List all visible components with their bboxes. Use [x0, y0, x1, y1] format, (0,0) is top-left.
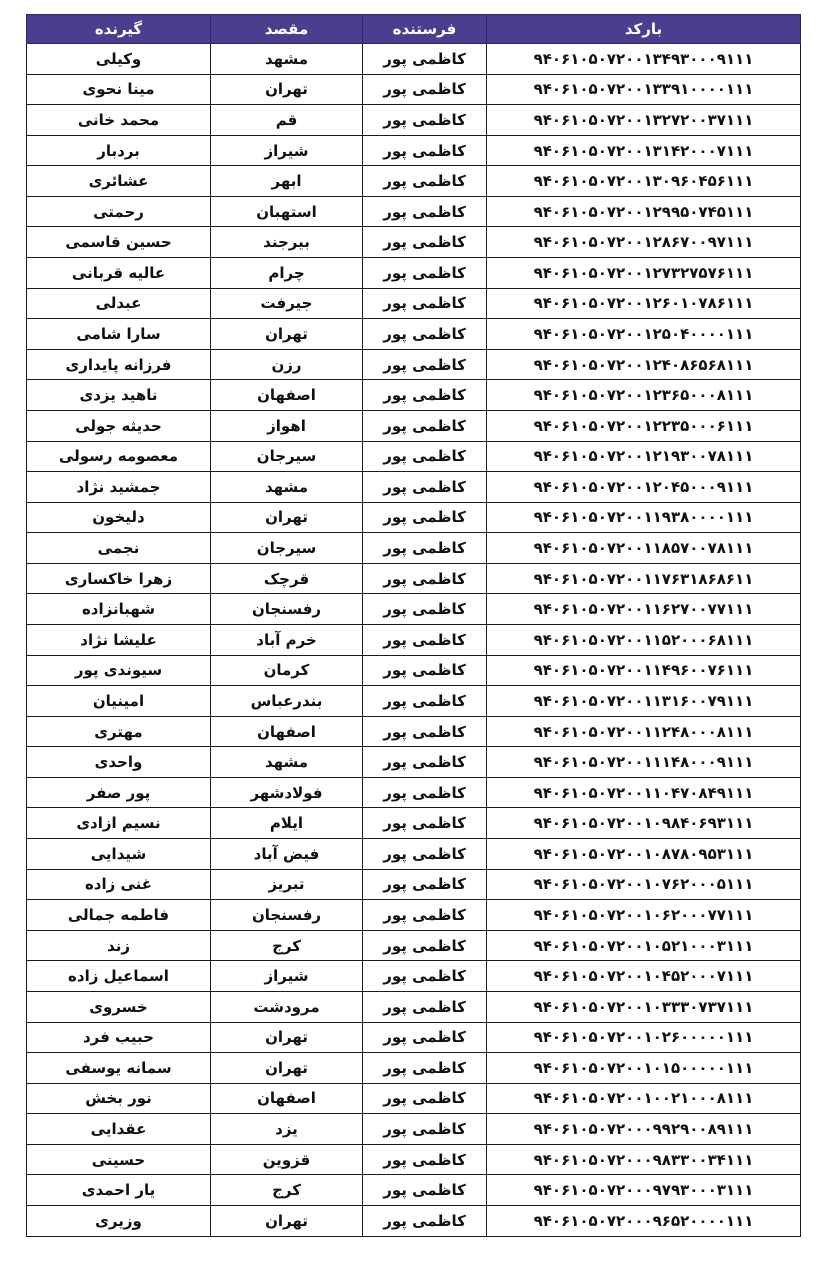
barcode-cell: ۹۴۰۶۱۰۵۰۷۲۰۰۱۲۳۶۵۰۰۰۸۱۱۱ [487, 380, 801, 411]
table-row [27, 258, 801, 289]
destination-cell: رفسنجان [211, 594, 363, 625]
barcode-cell: ۹۴۰۶۱۰۵۰۷۲۰۰۱۱۶۲۷۰۰۷۷۱۱۱ [487, 594, 801, 625]
destination-cell: اصفهان [211, 716, 363, 747]
barcode-cell: ۹۴۰۶۱۰۵۰۷۲۰۰۱۰۹۸۴۰۶۹۳۱۱۱ [487, 808, 801, 839]
recipient-cell: حدیثه جولی [27, 410, 211, 441]
sender-cell: کاظمی پور [363, 1144, 487, 1175]
barcode-cell: ۹۴۰۶۱۰۵۰۷۲۰۰۱۰۸۷۸۰۹۵۳۱۱۱ [487, 839, 801, 870]
destination-cell: تهران [211, 1205, 363, 1236]
destination-cell: اصفهان [211, 1083, 363, 1114]
barcode-cell: ۹۴۰۶۱۰۵۰۷۲۰۰۱۳۴۹۳۰۰۰۹۱۱۱ [487, 44, 801, 75]
table-header-row [27, 15, 801, 44]
recipient-cell: ناهید یزدی [27, 380, 211, 411]
recipient-cell: معصومه رسولی [27, 441, 211, 472]
sender-cell: کاظمی پور [363, 624, 487, 655]
recipient-cell: جمشید نژاد [27, 472, 211, 503]
destination-cell: خرم آباد [211, 624, 363, 655]
barcode-cell: ۹۴۰۶۱۰۵۰۷۲۰۰۱۲۴۰۸۶۵۶۸۱۱۱ [487, 349, 801, 380]
barcode-cell: ۹۴۰۶۱۰۵۰۷۲۰۰۱۰۵۲۱۰۰۰۳۱۱۱ [487, 930, 801, 961]
destination-cell: استهبان [211, 196, 363, 227]
recipient-cell: مهتری [27, 716, 211, 747]
table-row [27, 1114, 801, 1145]
barcode-cell: ۹۴۰۶۱۰۵۰۷۲۰۰۰۹۸۳۳۰۰۳۴۱۱۱ [487, 1144, 801, 1175]
barcode-cell: ۹۴۰۶۱۰۵۰۷۲۰۰۱۱۹۳۸۰۰۰۰۱۱۱ [487, 502, 801, 533]
barcode-cell: ۹۴۰۶۱۰۵۰۷۲۰۰۰۹۶۵۲۰۰۰۰۱۱۱ [487, 1205, 801, 1236]
recipient-cell: علیشا نژاد [27, 624, 211, 655]
recipient-cell: نسیم ازادی [27, 808, 211, 839]
table-row [27, 349, 801, 380]
barcode-cell: ۹۴۰۶۱۰۵۰۷۲۰۰۱۳۲۷۲۰۰۳۷۱۱۱ [487, 105, 801, 136]
barcode-cell: ۹۴۰۶۱۰۵۰۷۲۰۰۱۳۰۹۶۰۴۵۶۱۱۱ [487, 166, 801, 197]
barcode-cell: ۹۴۰۶۱۰۵۰۷۲۰۰۱۲۷۳۲۷۵۷۶۱۱۱ [487, 258, 801, 289]
table-row [27, 288, 801, 319]
table-row [27, 319, 801, 350]
barcode-cell: ۹۴۰۶۱۰۵۰۷۲۰۰۱۲۲۳۵۰۰۰۶۱۱۱ [487, 410, 801, 441]
barcode-cell: ۹۴۰۶۱۰۵۰۷۲۰۰۱۱۵۲۰۰۰۶۸۱۱۱ [487, 624, 801, 655]
barcode-cell: ۹۴۰۶۱۰۵۰۷۲۰۰۱۲۸۶۷۰۰۹۷۱۱۱ [487, 227, 801, 258]
sender-cell: کاظمی پور [363, 166, 487, 197]
sender-cell: کاظمی پور [363, 410, 487, 441]
table-row [27, 655, 801, 686]
sender-cell: کاظمی پور [363, 135, 487, 166]
sender-cell: کاظمی پور [363, 105, 487, 136]
sender-cell: کاظمی پور [363, 1114, 487, 1145]
destination-cell: بندرعباس [211, 686, 363, 717]
table-row [27, 441, 801, 472]
table-row [27, 380, 801, 411]
destination-cell: تهران [211, 502, 363, 533]
recipient-cell: یار احمدی [27, 1175, 211, 1206]
recipient-cell: عالیه قربانی [27, 258, 211, 289]
barcode-cell: ۹۴۰۶۱۰۵۰۷۲۰۰۱۰۰۲۱۰۰۰۸۱۱۱ [487, 1083, 801, 1114]
table-row [27, 1144, 801, 1175]
table-row [27, 410, 801, 441]
table-row [27, 1053, 801, 1084]
table-row [27, 1205, 801, 1236]
recipient-cell: حسین قاسمی [27, 227, 211, 258]
sender-cell: کاظمی پور [363, 594, 487, 625]
recipient-cell: شیدایی [27, 839, 211, 870]
destination-cell: بیرجند [211, 227, 363, 258]
sender-cell: کاظمی پور [363, 747, 487, 778]
destination-cell: رزن [211, 349, 363, 380]
recipient-cell: حسینی [27, 1144, 211, 1175]
header-barcode: بارکد [487, 15, 801, 44]
destination-cell: اصفهان [211, 380, 363, 411]
destination-cell: رفسنجان [211, 900, 363, 931]
recipient-cell: غنی زاده [27, 869, 211, 900]
table-row [27, 900, 801, 931]
destination-cell: سیرجان [211, 441, 363, 472]
recipient-cell: خسروی [27, 991, 211, 1022]
destination-cell: کرمان [211, 655, 363, 686]
barcode-cell: ۹۴۰۶۱۰۵۰۷۲۰۰۰۹۹۲۹۰۰۸۹۱۱۱ [487, 1114, 801, 1145]
destination-cell: فولادشهر [211, 777, 363, 808]
sender-cell: کاظمی پور [363, 258, 487, 289]
table-row [27, 44, 801, 75]
barcode-cell: ۹۴۰۶۱۰۵۰۷۲۰۰۱۱۷۶۳۱۸۶۸۶۱۱ [487, 563, 801, 594]
sender-cell: کاظمی پور [363, 716, 487, 747]
header-recipient: گیرنده [27, 15, 211, 44]
sender-cell: کاظمی پور [363, 961, 487, 992]
barcode-cell: ۹۴۰۶۱۰۵۰۷۲۰۰۱۱۴۹۶۰۰۷۶۱۱۱ [487, 655, 801, 686]
table-row [27, 686, 801, 717]
sender-cell: کاظمی پور [363, 686, 487, 717]
table-row [27, 1175, 801, 1206]
recipient-cell: فاطمه جمالی [27, 900, 211, 931]
table-row [27, 716, 801, 747]
recipient-cell: زند [27, 930, 211, 961]
barcode-cell: ۹۴۰۶۱۰۵۰۷۲۰۰۰۹۷۹۳۰۰۰۳۱۱۱ [487, 1175, 801, 1206]
recipient-cell: عبدلی [27, 288, 211, 319]
destination-cell: ابهر [211, 166, 363, 197]
table-row [27, 533, 801, 564]
barcode-cell: ۹۴۰۶۱۰۵۰۷۲۰۰۱۲۱۹۳۰۰۷۸۱۱۱ [487, 441, 801, 472]
table-row [27, 472, 801, 503]
sender-cell: کاظمی پور [363, 196, 487, 227]
destination-cell: قزوین [211, 1144, 363, 1175]
sender-cell: کاظمی پور [363, 869, 487, 900]
barcode-cell: ۹۴۰۶۱۰۵۰۷۲۰۰۱۲۹۹۵۰۷۴۵۱۱۱ [487, 196, 801, 227]
recipient-cell: زهرا خاکساری [27, 563, 211, 594]
sender-cell: کاظمی پور [363, 349, 487, 380]
recipient-cell: سارا شامی [27, 319, 211, 350]
table-row [27, 1022, 801, 1053]
sender-cell: کاظمی پور [363, 44, 487, 75]
barcode-cell: ۹۴۰۶۱۰۵۰۷۲۰۰۱۳۳۹۱۰۰۰۰۱۱۱ [487, 74, 801, 105]
destination-cell: شیراز [211, 961, 363, 992]
recipient-cell: عقدایی [27, 1114, 211, 1145]
header-destination: مقصد [211, 15, 363, 44]
destination-cell: تهران [211, 319, 363, 350]
table-row [27, 624, 801, 655]
recipient-cell: امینیان [27, 686, 211, 717]
recipient-cell: نور بخش [27, 1083, 211, 1114]
sender-cell: کاظمی پور [363, 319, 487, 350]
destination-cell: تبریز [211, 869, 363, 900]
table-row [27, 166, 801, 197]
destination-cell: کرج [211, 930, 363, 961]
destination-cell: تهران [211, 74, 363, 105]
table-row [27, 777, 801, 808]
shipment-sheet [26, 14, 800, 1237]
table-row [27, 1083, 801, 1114]
table-row [27, 105, 801, 136]
table-body [27, 44, 801, 1237]
barcode-cell: ۹۴۰۶۱۰۵۰۷۲۰۰۱۱۰۴۷۰۸۴۹۱۱۱ [487, 777, 801, 808]
barcode-cell: ۹۴۰۶۱۰۵۰۷۲۰۰۱۱۸۵۷۰۰۷۸۱۱۱ [487, 533, 801, 564]
sender-cell: کاظمی پور [363, 227, 487, 258]
destination-cell: ایلام [211, 808, 363, 839]
sender-cell: کاظمی پور [363, 74, 487, 105]
sender-cell: کاظمی پور [363, 472, 487, 503]
barcode-cell: ۹۴۰۶۱۰۵۰۷۲۰۰۱۲۶۰۱۰۷۸۶۱۱۱ [487, 288, 801, 319]
table-row [27, 961, 801, 992]
sender-cell: کاظمی پور [363, 1053, 487, 1084]
barcode-cell: ۹۴۰۶۱۰۵۰۷۲۰۰۱۰۱۵۰۰۰۰۰۱۱۱ [487, 1053, 801, 1084]
recipient-cell: وزیری [27, 1205, 211, 1236]
recipient-cell: مینا نحوی [27, 74, 211, 105]
recipient-cell: وکیلی [27, 44, 211, 75]
barcode-cell: ۹۴۰۶۱۰۵۰۷۲۰۰۱۰۶۲۰۰۰۷۷۱۱۱ [487, 900, 801, 931]
destination-cell: سیرجان [211, 533, 363, 564]
destination-cell: تهران [211, 1022, 363, 1053]
sender-cell: کاظمی پور [363, 655, 487, 686]
sender-cell: کاظمی پور [363, 380, 487, 411]
destination-cell: مرودشت [211, 991, 363, 1022]
recipient-cell: سیوندی پور [27, 655, 211, 686]
sender-cell: کاظمی پور [363, 839, 487, 870]
destination-cell: فیض آباد [211, 839, 363, 870]
sender-cell: کاظمی پور [363, 900, 487, 931]
table-row [27, 74, 801, 105]
destination-cell: شیراز [211, 135, 363, 166]
table-row [27, 991, 801, 1022]
recipient-cell: فرزانه پایداری [27, 349, 211, 380]
sender-cell: کاظمی پور [363, 502, 487, 533]
table-row [27, 563, 801, 594]
sender-cell: کاظمی پور [363, 533, 487, 564]
barcode-cell: ۹۴۰۶۱۰۵۰۷۲۰۰۱۱۲۴۸۰۰۰۸۱۱۱ [487, 716, 801, 747]
table-row [27, 227, 801, 258]
destination-cell: یزد [211, 1114, 363, 1145]
sender-cell: کاظمی پور [363, 441, 487, 472]
sender-cell: کاظمی پور [363, 808, 487, 839]
sender-cell: کاظمی پور [363, 991, 487, 1022]
destination-cell: اهواز [211, 410, 363, 441]
sender-cell: کاظمی پور [363, 1022, 487, 1053]
destination-cell: تهران [211, 1053, 363, 1084]
barcode-cell: ۹۴۰۶۱۰۵۰۷۲۰۰۱۱۳۱۶۰۰۷۹۱۱۱ [487, 686, 801, 717]
destination-cell: کرج [211, 1175, 363, 1206]
table-row [27, 747, 801, 778]
barcode-cell: ۹۴۰۶۱۰۵۰۷۲۰۰۱۱۱۴۸۰۰۰۹۱۱۱ [487, 747, 801, 778]
destination-cell: مشهد [211, 44, 363, 75]
recipient-cell: پور صفر [27, 777, 211, 808]
sender-cell: کاظمی پور [363, 777, 487, 808]
recipient-cell: رحمتی [27, 196, 211, 227]
sender-cell: کاظمی پور [363, 930, 487, 961]
table-row [27, 808, 801, 839]
destination-cell: مشهد [211, 472, 363, 503]
recipient-cell: بردبار [27, 135, 211, 166]
barcode-cell: ۹۴۰۶۱۰۵۰۷۲۰۰۱۲۵۰۴۰۰۰۰۱۱۱ [487, 319, 801, 350]
table-row [27, 930, 801, 961]
header-sender: فرستنده [363, 15, 487, 44]
table-row [27, 594, 801, 625]
barcode-cell: ۹۴۰۶۱۰۵۰۷۲۰۰۱۰۲۶۰۰۰۰۰۱۱۱ [487, 1022, 801, 1053]
sender-cell: کاظمی پور [363, 1205, 487, 1236]
recipient-cell: سمانه یوسفی [27, 1053, 211, 1084]
table-row [27, 196, 801, 227]
recipient-cell: نجمی [27, 533, 211, 564]
shipments-table [26, 14, 801, 1237]
destination-cell: قم [211, 105, 363, 136]
table-row [27, 135, 801, 166]
destination-cell: چرام [211, 258, 363, 289]
barcode-cell: ۹۴۰۶۱۰۵۰۷۲۰۰۱۲۰۴۵۰۰۰۹۱۱۱ [487, 472, 801, 503]
table-row [27, 502, 801, 533]
table-row [27, 839, 801, 870]
barcode-cell: ۹۴۰۶۱۰۵۰۷۲۰۰۱۰۷۶۲۰۰۰۵۱۱۱ [487, 869, 801, 900]
recipient-cell: دلیخون [27, 502, 211, 533]
barcode-cell: ۹۴۰۶۱۰۵۰۷۲۰۰۱۰۴۵۲۰۰۰۷۱۱۱ [487, 961, 801, 992]
barcode-cell: ۹۴۰۶۱۰۵۰۷۲۰۰۱۳۱۴۲۰۰۰۷۱۱۱ [487, 135, 801, 166]
sender-cell: کاظمی پور [363, 1175, 487, 1206]
sender-cell: کاظمی پور [363, 1083, 487, 1114]
recipient-cell: شهبانزاده [27, 594, 211, 625]
barcode-cell: ۹۴۰۶۱۰۵۰۷۲۰۰۱۰۳۳۳۰۷۳۷۱۱۱ [487, 991, 801, 1022]
table-row [27, 869, 801, 900]
recipient-cell: عشائری [27, 166, 211, 197]
sender-cell: کاظمی پور [363, 563, 487, 594]
destination-cell: قرچک [211, 563, 363, 594]
recipient-cell: حبیب فرد [27, 1022, 211, 1053]
destination-cell: مشهد [211, 747, 363, 778]
recipient-cell: اسماعیل زاده [27, 961, 211, 992]
recipient-cell: محمد خانی [27, 105, 211, 136]
recipient-cell: واحدی [27, 747, 211, 778]
destination-cell: جیرفت [211, 288, 363, 319]
sender-cell: کاظمی پور [363, 288, 487, 319]
